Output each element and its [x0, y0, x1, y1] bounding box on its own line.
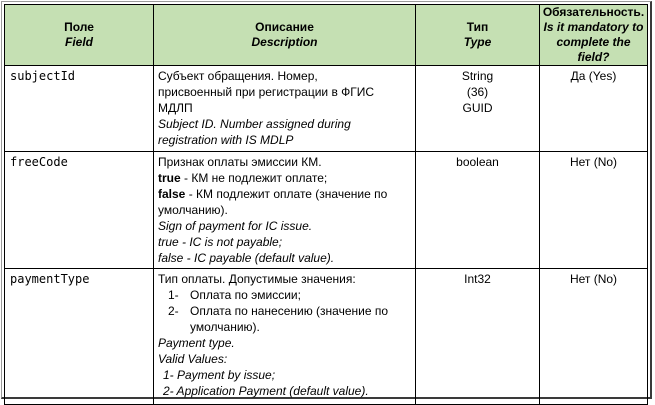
header-desc-ru: Описание	[255, 20, 314, 34]
field-description	[154, 152, 416, 269]
desc-line	[158, 170, 410, 186]
enum-text: Оплата по нанесению (значение по	[190, 304, 389, 318]
enum-text: Оплата по эмиссии;	[190, 288, 301, 302]
desc-line: умолчанию).	[158, 203, 228, 217]
type-line: boolean	[456, 155, 499, 169]
value-keyword: false	[158, 187, 186, 201]
header-desc-en: Description	[251, 35, 318, 49]
header-type-ru: Тип	[466, 20, 489, 34]
desc-line: Признак оплаты эмиссии КМ.	[158, 155, 322, 169]
enum-number: 1-	[168, 288, 179, 302]
field-required: Нет (No)	[540, 152, 648, 269]
desc-line-en: Subject ID. Number assigned during	[158, 117, 351, 131]
desc-line-en: Payment type.	[158, 336, 235, 350]
table-row	[5, 66, 648, 152]
table-header-row	[5, 5, 648, 66]
type-line: (36)	[466, 85, 489, 99]
header-type-en: Type	[463, 35, 492, 49]
header-description	[154, 5, 416, 66]
fields-table	[4, 4, 648, 405]
field-name: paymentType	[5, 269, 154, 405]
desc-line	[158, 186, 410, 202]
header-field	[5, 5, 154, 66]
field-description	[154, 66, 416, 152]
desc-line-en: true - IC is not payable;	[158, 235, 283, 249]
field-name: freeCode	[5, 152, 154, 269]
header-req-en-1: Is it mandatory to	[543, 20, 644, 34]
field-type	[416, 152, 540, 269]
desc-line: присвоенный при регистрации в ФГИС	[158, 85, 375, 99]
value-text: - КМ подлежит оплате (значение по	[185, 187, 388, 201]
enum-text-cont: умолчанию).	[190, 320, 260, 334]
enum-item	[158, 287, 410, 303]
header-type	[416, 5, 540, 66]
header-req-en-2: complete the field?	[556, 35, 631, 64]
type-line: Int32	[464, 272, 491, 286]
field-name: subjectId	[5, 66, 154, 152]
value-text: - КМ не подлежит оплате;	[180, 171, 328, 185]
desc-line: МДЛП	[158, 101, 193, 115]
enum-item-en: 2- Application Payment (default value).	[163, 384, 369, 398]
type-line: GUID	[462, 101, 493, 115]
header-field-en: Field	[64, 35, 93, 49]
field-required: Нет (No)	[540, 269, 648, 405]
value-keyword: true	[158, 171, 181, 185]
table-row	[5, 152, 648, 269]
desc-line: Тип оплаты. Допустимые значения:	[158, 272, 356, 286]
field-type	[416, 269, 540, 405]
table-row	[5, 269, 648, 405]
type-line: String	[461, 69, 494, 83]
enum-item	[158, 303, 410, 319]
desc-line: Субъект обращения. Номер,	[158, 69, 318, 83]
desc-line-en: false - IC payable (default value).	[158, 251, 335, 265]
desc-line-en: Sign of payment for IC issue.	[158, 219, 313, 233]
desc-line-en: registration with IS MDLP	[158, 133, 294, 147]
header-req-ru: Обязательность.	[542, 5, 645, 19]
field-type	[416, 66, 540, 152]
header-required	[540, 5, 648, 66]
enum-item-en: 1- Payment by issue;	[163, 368, 276, 382]
field-description	[154, 269, 416, 405]
enum-number: 2-	[168, 304, 179, 318]
field-required: Да (Yes)	[540, 66, 648, 152]
header-field-ru: Поле	[64, 20, 94, 34]
desc-line-en: Valid Values:	[158, 352, 228, 366]
